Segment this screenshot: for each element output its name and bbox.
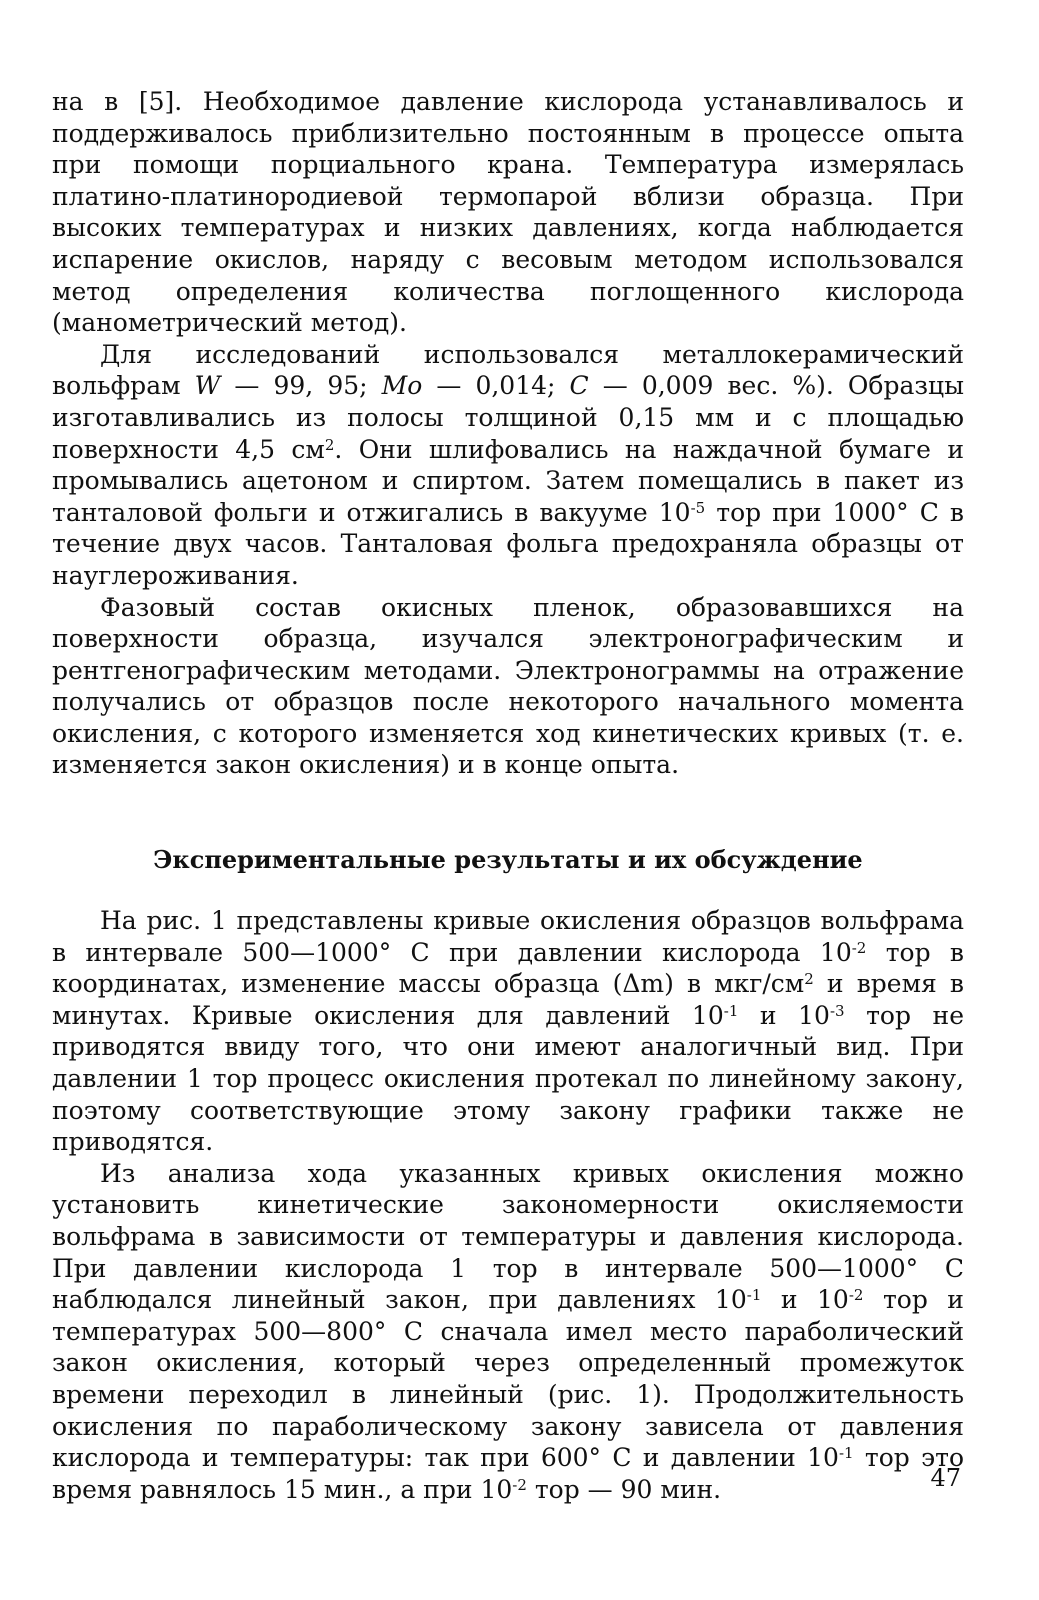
body-paragraph: Для исследований использовался металлокерамический вольфрам W — 99, 95; Mo — 0,014; C — 0,009 вес. %). Образцы изготавливались из полосы толщиной 0,15 мм и с площадью поверхности 4,5 $см^2$. Они шлифовались на наждачной бумаге и промывались ацетоном и спиртом. Затем помещались в пакет из танталовой фольги и отжигались в вакууме $10^{-5}$ тор при 1000° С в течение двух часов. Танталовая фольга предохраняла образцы от науглероживания. (52, 339, 964, 590)
page-body (52, 86, 964, 1505)
section-heading: Экспериментальные результаты и их обсуждение (153, 845, 863, 875)
body-paragraph: на в [5]. Необходимое давление кислорода устанавливалось и поддерживалось приблизительно постоянным в процессе опыта при помощи порциального крана. Температура измерялась платино-платинородиевой термопарой вблизи образца. При высоких температурах и низких давлениях, когда наблюдается испарение окислов, наряду с весовым методом использовался метод определения количества поглощенного кислорода (манометрический метод). (52, 87, 964, 338)
body-paragraph: Фазовый состав окисных пленок, образовавшихся на поверхности образца, изучался электронографическим и рентгенографическим методами. Электронограммы на отражение получались от образцов после некоторого начального момента окисления, с которого изменяется ход кинетических кривых (т. е. изменяется закон окисления) и в конце опыта. (52, 592, 964, 780)
results-paragraph: На рис. 1 представлены кривые окисления образцов вольфрама в интервале 500—1000° С при давлении кислорода $10^{-2}$ тор в координатах, изменение массы образца (Δm) в мкг/$см^2$ и время в минутах. Кривые окисления для давлений $10^{-1}$ и $10^{-3}$ тор не приводятся ввиду того, что они имеют аналогичный вид. При давлении 1 тор процесс окисления протекал по линейному закону, поэтому соответствующие этому закону графики также не приводятся. (52, 906, 964, 1157)
body-text-top (52, 86, 964, 781)
body-text-bottom (52, 905, 964, 1505)
results-paragraph: Из анализа хода указанных кривых окисления можно установить кинетические закономерности окисляемости вольфрама в зависимости от температуры и давления кислорода. При давлении кислорода 1 тор в интервале 500—1000° С наблюдался линейный закон, при давлениях $10^{-1}$ и $10^{-2}$ тор и температурах 500—800° С сначала имел место параболический закон окисления, который через определенный промежуток времени переходил в линейный (рис. 1). Продолжительность окисления по параболическому закону зависела от давления кислорода и температуры: так при 600° С и давлении $10^{-1}$ тор это время равнялось 15 мин., а при $10^{-2}$ тор — 90 мин. (52, 1158, 965, 1504)
page-number: 47 (930, 1464, 961, 1492)
